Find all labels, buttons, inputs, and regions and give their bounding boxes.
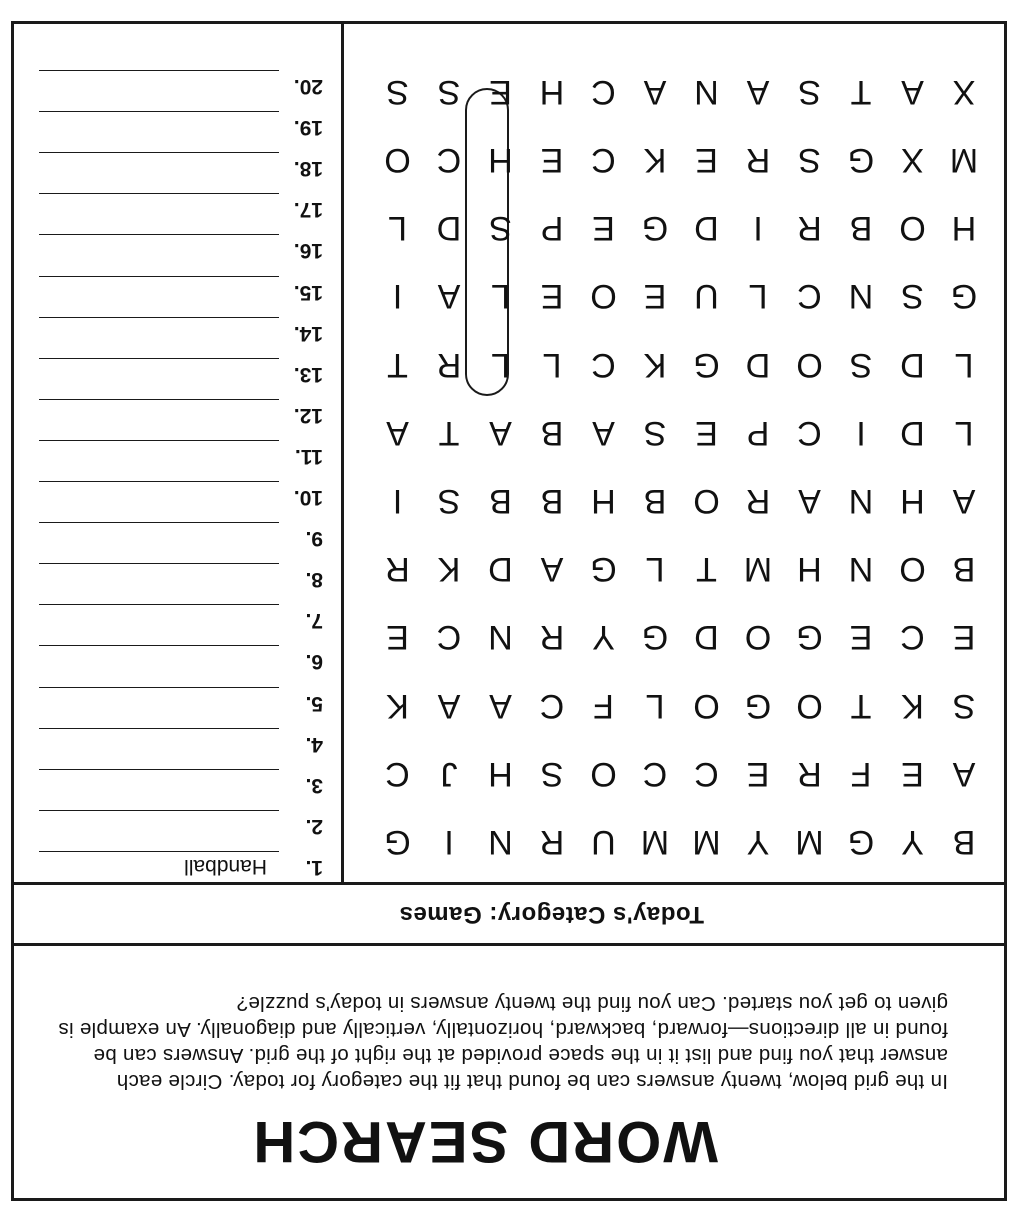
grid-letter[interactable]: H [797,550,822,589]
grid-letter[interactable]: E [695,141,718,179]
answer-blank-line[interactable] [39,769,279,770]
grid-letter[interactable]: H [900,482,925,520]
grid-letter[interactable]: E [746,754,770,793]
answer-blank-line[interactable] [39,193,279,194]
grid-letter[interactable]: R [797,754,822,793]
grid-letter[interactable]: R [539,618,565,657]
grid-letter[interactable]: S [437,72,461,111]
answer-number: 17. [293,198,323,222]
grid-letter[interactable]: A [489,686,512,725]
grid-letter[interactable]: E [952,618,976,657]
grid-letter[interactable]: E [901,754,924,793]
grid-letter[interactable]: E [489,72,512,111]
grid-letter[interactable]: E [695,413,718,452]
grid-letter[interactable]: E [386,618,409,657]
grid-letter[interactable]: G [847,823,875,861]
answer-blank-line[interactable] [39,70,279,71]
grid-letter[interactable]: E [643,277,667,316]
grid-letter[interactable]: M [692,823,721,861]
answer-number: 5. [305,691,323,715]
grid-letter[interactable]: B [489,482,512,520]
instructions-text: In the grid below, twenty answers can be found that fit the category for today. Circle each answer that you find and list it in the space provided at the right of the grid. Answers can be found in all directions—forward, backward, horizontally, vertically and diagonally. An example is given to get you started. Can you find the twenty answers in today's puzzle? [58,992,948,1093]
grid-letter[interactable]: A [540,550,564,589]
answer-number: 13. [293,362,323,386]
answer-number: 6. [305,650,323,674]
grid-letter[interactable]: H [591,482,616,520]
grid-letter[interactable]: C [591,345,616,384]
grid-letter[interactable]: S [489,209,512,248]
grid-letter[interactable]: E [540,277,564,316]
grid-letter[interactable]: O [590,277,617,316]
grid-letter[interactable]: N [848,550,874,589]
grid-letter[interactable]: O [384,141,411,179]
grid-letter[interactable]: O [693,686,720,725]
answer-number: 7. [305,609,323,633]
grid-letter[interactable]: H [951,209,977,248]
answer-blank-line[interactable] [39,152,279,153]
grid-letter[interactable]: M [640,823,670,861]
grid-letter[interactable]: T [850,686,872,725]
grid-letter[interactable]: B [540,482,564,520]
grid-letter[interactable]: A [437,277,461,316]
grid-letter[interactable]: G [590,550,617,589]
grid-letter[interactable]: T [387,345,408,384]
answer-blank-line[interactable] [39,728,279,729]
grid-letter[interactable]: R [436,345,462,384]
answer-number: 10. [293,486,323,510]
grid-letter[interactable]: A [437,686,461,725]
grid-letter[interactable]: D [694,618,719,657]
grid-letter[interactable]: L [388,209,407,248]
answer-blank-line[interactable] [39,276,279,277]
answer-number: 16. [293,239,323,263]
grid-letter[interactable]: N [488,823,513,861]
grid-letter[interactable]: E [849,618,873,657]
grid-letter[interactable]: I [392,482,403,520]
grid-letter[interactable]: O [796,345,823,384]
grid-letter[interactable]: T [696,550,717,589]
grid-letter[interactable]: M [795,823,824,861]
grid-letter[interactable]: O [744,618,772,657]
grid-letter[interactable]: A [489,413,512,452]
grid-letter[interactable]: L [645,550,665,589]
grid-letter[interactable]: C [642,754,668,793]
grid-letter[interactable]: G [950,277,978,316]
grid-letter[interactable]: T [850,72,872,111]
answer-number: 1. [305,856,323,879]
grid-letter[interactable]: S [798,141,821,179]
answer-number: 12. [293,403,323,427]
answer-number: 4. [305,732,323,756]
puzzle-title: WORD SEARCH [251,1109,718,1174]
grid-letter[interactable]: K [643,345,667,384]
grid-letter[interactable]: L [748,277,768,316]
answer-number: 8. [305,568,323,592]
grid-letter[interactable]: C [539,686,565,725]
grid-letter[interactable]: G [641,618,669,657]
grid-letter[interactable]: D [900,345,925,384]
grid-letter[interactable]: R [797,209,822,248]
grid-letter[interactable]: M [743,550,773,589]
grid-letter[interactable]: A [952,482,976,520]
answer-number: 14. [293,321,323,345]
grid-letter[interactable]: R [539,823,565,861]
grid-letter[interactable]: A [592,413,615,452]
category-label: Today's Category: Games [399,901,704,928]
grid-letter[interactable]: S [849,345,873,384]
grid-letter[interactable]: Y [746,823,770,861]
grid-letter[interactable]: R [745,482,771,520]
grid-letter[interactable]: J [440,754,458,793]
answer-number: 18. [293,157,323,181]
puzzle-frame [11,21,1007,1201]
answer-number: 3. [305,773,323,797]
grid-letter[interactable]: I [856,413,866,452]
grid-letter[interactable]: C [436,141,462,179]
grid-letter[interactable]: O [796,686,823,725]
grid-letter[interactable]: C [900,618,925,657]
grid-letter[interactable]: F [593,686,614,725]
grid-letter[interactable]: A [746,72,770,111]
grid-letter[interactable]: B [952,550,976,589]
answer-blank-line[interactable] [39,522,279,523]
grid-letter[interactable]: D [436,209,462,248]
grid-letter[interactable]: A [643,72,667,111]
answer-list [14,24,341,882]
grid-letter[interactable]: G [384,823,411,861]
answer-blank-line[interactable] [39,358,279,359]
grid-letter[interactable]: P [746,413,770,452]
grid-letter[interactable]: S [798,72,821,111]
grid-letter[interactable]: B [643,482,667,520]
grid-letter[interactable]: L [542,345,562,384]
answer-number: 20. [293,75,323,99]
grid-letter[interactable]: H [488,754,513,793]
grid-letter[interactable]: T [438,413,460,452]
answer-blank-line[interactable] [39,481,279,482]
answer-number: 2. [305,814,323,838]
grid-letter[interactable]: C [436,618,462,657]
grid-letter[interactable]: B [540,413,564,452]
header-section [14,943,1004,1198]
grid-letter[interactable]: Y [901,823,924,861]
grid-letter[interactable]: E [592,209,615,248]
answer-blank-line[interactable] [39,563,279,564]
grid-letter[interactable]: Y [592,618,615,657]
grid-letter[interactable]: O [899,550,926,589]
grid-letter[interactable]: D [694,209,719,248]
grid-letter[interactable]: K [643,141,667,179]
answer-number: 15. [293,280,323,304]
grid-letter[interactable]: C [385,754,410,793]
grid-letter[interactable]: D [900,413,925,452]
grid-letter[interactable]: N [848,482,874,520]
grid-letter[interactable]: A [952,754,976,793]
grid-letter[interactable]: M [949,141,979,179]
answer-text: Handball [184,855,267,878]
answer-blank-line[interactable] [39,687,279,688]
answer-number: 9. [305,527,323,551]
grid-letter[interactable]: N [694,72,719,111]
grid-letter[interactable]: G [641,209,669,248]
grid-letter[interactable]: A [901,72,924,111]
grid-letter[interactable]: S [540,754,564,793]
grid-letter[interactable]: X [952,72,976,111]
grid-letter[interactable]: B [849,209,873,248]
grid-letter[interactable]: K [437,550,461,589]
grid-letter[interactable]: A [798,482,821,520]
grid-letter[interactable]: I [392,277,403,316]
grid-letter[interactable]: X [901,141,924,179]
grid-letter[interactable]: R [385,550,410,589]
grid-letter[interactable]: S [386,72,409,111]
grid-letter[interactable]: E [540,141,564,179]
grid-letter[interactable]: R [745,141,771,179]
answer-blank-line[interactable] [39,235,279,236]
grid-letter[interactable]: G [693,345,720,384]
grid-letter[interactable]: U [591,823,616,861]
grid-letter[interactable]: P [540,209,564,248]
grid-letter[interactable]: C [797,413,822,452]
grid-letter[interactable]: L [954,413,974,452]
grid-letter[interactable]: N [488,618,513,657]
grid-letter[interactable]: C [591,141,616,179]
grid-letter[interactable]: S [952,686,976,725]
grid-letter[interactable]: L [491,277,510,316]
answer-blank-line[interactable] [39,810,279,811]
grid-letter[interactable]: O [590,754,617,793]
grid-letter[interactable]: S [901,277,924,316]
grid-letter[interactable]: N [848,277,874,316]
answer-blank-line[interactable] [39,646,279,647]
grid-letter[interactable]: S [643,413,667,452]
grid-letter[interactable]: H [539,72,565,111]
grid-letter[interactable]: I [753,209,763,248]
grid-letter[interactable]: C [591,72,616,111]
grid-letter[interactable]: F [850,754,872,793]
answer-blank-line[interactable] [39,399,279,400]
grid-letter[interactable]: L [645,686,665,725]
grid-letter[interactable]: U [694,277,719,316]
answer-blank-line[interactable] [39,604,279,605]
answer-blank-line[interactable] [39,851,279,852]
grid-letter[interactable]: G [744,686,772,725]
grid-letter[interactable]: C [797,277,822,316]
grid-letter[interactable]: A [386,413,409,452]
answer-number: 19. [293,116,323,140]
grid-letter[interactable]: C [694,754,719,793]
answer-blank-line[interactable] [39,317,279,318]
grid-letter[interactable]: O [899,209,926,248]
answer-blank-line[interactable] [39,111,279,112]
grid-letter[interactable]: S [437,482,461,520]
grid-letter[interactable]: I [444,823,454,861]
grid-letter[interactable]: L [491,345,510,384]
grid-letter[interactable]: D [745,345,771,384]
grid-letter[interactable]: L [954,345,974,384]
grid-letter[interactable]: B [952,823,976,861]
grid-letter[interactable]: H [488,141,513,179]
category-bar [14,882,1004,946]
grid-letter[interactable]: K [901,686,924,725]
grid-letter[interactable]: D [488,550,513,589]
answer-number: 11. [294,445,323,468]
grid-letter[interactable]: G [796,618,823,657]
answer-blank-line[interactable] [39,440,279,441]
letter-grid[interactable] [341,24,1004,882]
grid-letter[interactable]: K [386,686,409,725]
grid-letter[interactable]: G [847,141,875,179]
grid-letter[interactable]: O [693,482,720,520]
